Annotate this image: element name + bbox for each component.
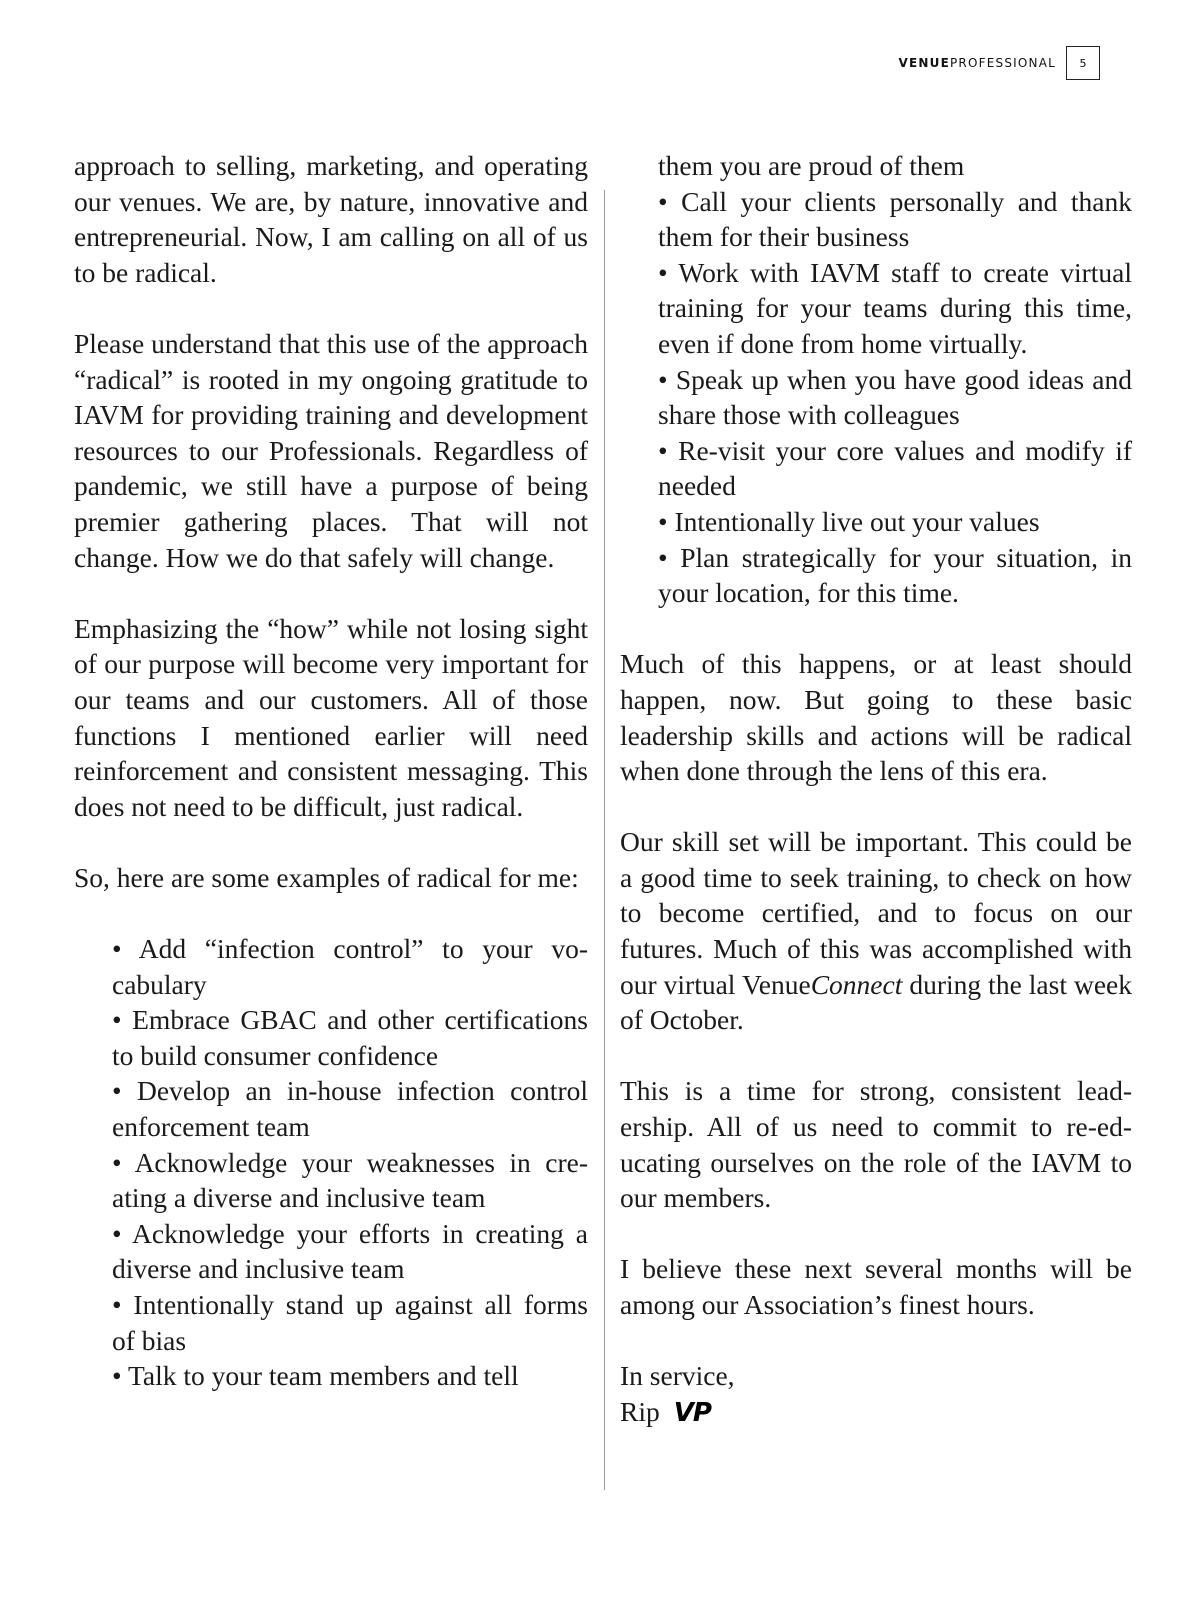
paragraph-text: during the last week of October. — [620, 968, 1133, 1036]
list-item: • Re-visit your core values and modify if needed — [658, 434, 1132, 502]
left-column — [74, 148, 588, 1394]
closing: In service, — [620, 1360, 735, 1392]
paragraph-text: Our skill set will be important. This could be a good time to seek training, to check on how to become certified, and to focus on our futures. Much of this was accomplished with our virtual Venue — [620, 826, 1132, 1000]
page-header — [899, 46, 1100, 80]
list-item: • Add “infection control” to your vocabulary — [112, 933, 588, 1000]
list-item: • Develop an in-house infection control enforcement team — [112, 1075, 588, 1143]
list-item: • Call your clients personally and thank them for their business — [658, 185, 1132, 253]
vp-logo: VP — [673, 1397, 711, 1428]
list-item: • Acknowledge your efforts in creating a diverse and inclusive team — [112, 1217, 588, 1285]
list-item: • Work with IAVM staff to create virtual training for your teams during this time, even if done from home virtually. — [658, 256, 1132, 359]
paragraph — [620, 824, 1132, 1038]
signature-name: Rip — [620, 1395, 660, 1427]
paragraph: Emphasizing the “how” while not losing sight of our purpose will become very important for our teams and our customers. All of those functions I mentioned earlier will need reinforcement and consistent messaging. This does not need to be difficult, just radical. — [74, 612, 588, 822]
magazine-brand — [899, 56, 1056, 70]
list-item: • Talk to your team members and tell — [112, 1360, 519, 1392]
bullet-list — [74, 931, 588, 1394]
paragraph: approach to selling, marketing, and operating our venues. We are, by nature, innovative and entrepreneurial. Now, I am calling on all of us to be radical. — [74, 150, 588, 288]
brand-regular: PROFESSIONAL — [950, 56, 1056, 70]
signature-line — [620, 1394, 1132, 1432]
list-item: • Speak up when you have good ideas and share those with colleagues — [658, 363, 1132, 431]
brand-bold: VENUE — [898, 56, 950, 70]
venueconnect-italic: Connect — [810, 968, 903, 1000]
paragraph: Much of this happens, or at least should happen, now. But going to these basic leadership skills and actions will be radical when done through the lens of this era. — [620, 648, 1132, 787]
page-number: 5 — [1066, 46, 1100, 80]
list-item: them you are proud of them — [658, 150, 965, 181]
paragraph: So, here are some examples of radical for me: — [74, 861, 579, 893]
list-item: • Intentionally live out your values — [658, 505, 1040, 537]
bullet-list-continued — [620, 148, 1132, 611]
list-item: • Plan strategically for your situation, in your location, for this time. — [658, 541, 1132, 609]
paragraph: I believe these next several months will be among our Association’s finest hours. — [620, 1253, 1132, 1320]
column-divider — [604, 190, 605, 1490]
right-column — [620, 148, 1132, 1431]
paragraph: Please understand that this use of the approach “radical” is rooted in my ongoing gratitude to IAVM for providing training and development resources to our Professionals. Regardless of pandemic, we still have a purpose of being premier gathering places. That will not change. How we do that safely will change. — [74, 327, 588, 573]
paragraph: This is a time for strong, consistent leadership. All of us need to commit to re-educating ourselves on the role of the IAVM to our members. — [620, 1075, 1132, 1214]
list-item: • Acknowledge your weaknesses in creating a diverse and inclusive team — [112, 1146, 588, 1214]
list-item: • Intentionally stand up against all forms of bias — [112, 1289, 588, 1356]
list-item: • Embrace GBAC and other certifications to build consumer confidence — [112, 1004, 588, 1071]
